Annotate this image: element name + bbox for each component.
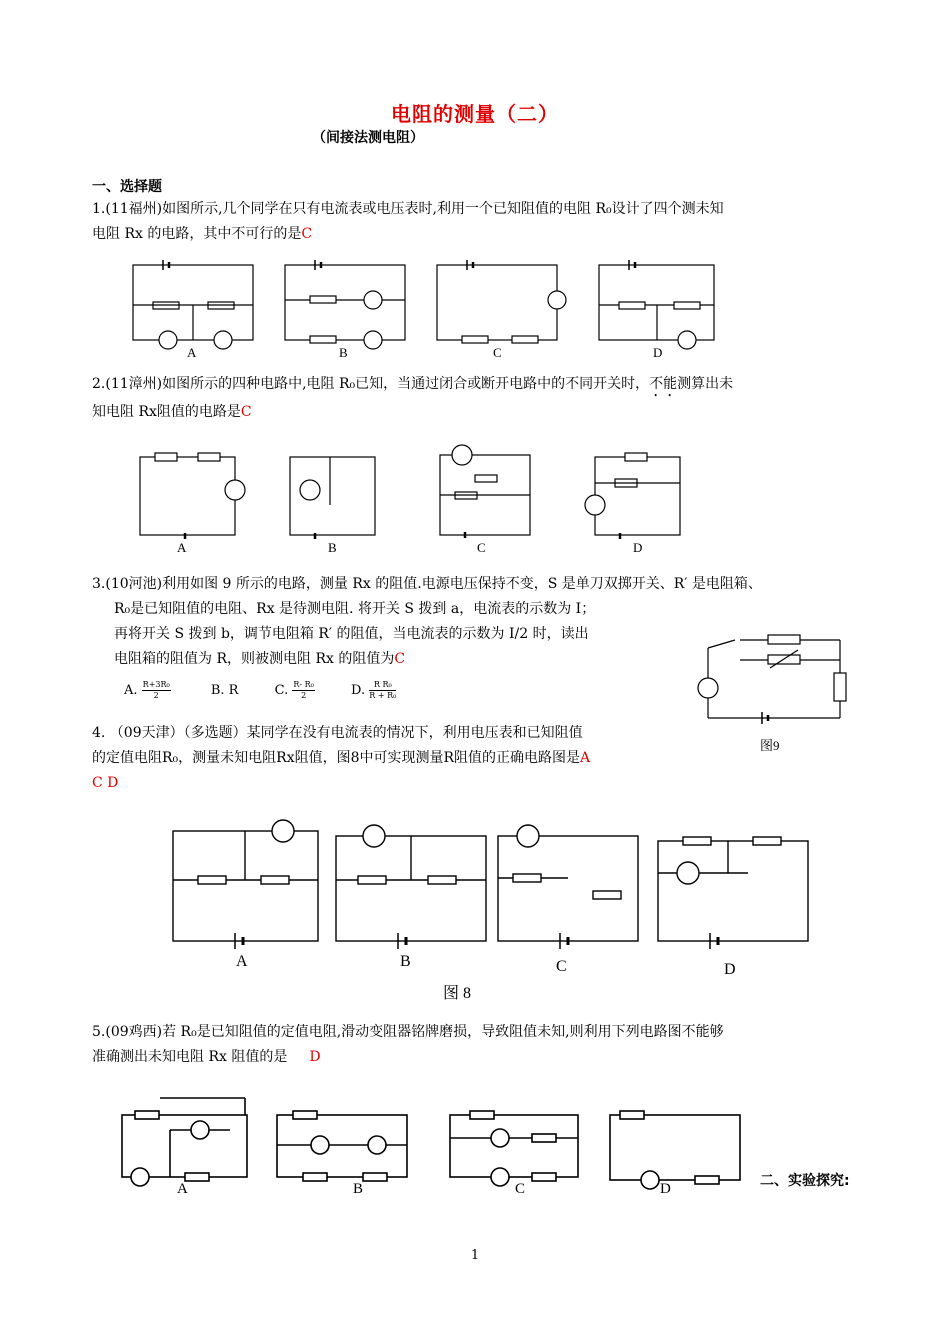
- question-5-line-2: 准确测出未知电阻 Rx 阻值的是 D: [92, 1049, 321, 1065]
- option-d: D. $\frac{\text{R R₀}}{\text{R + R₀}}$: [351, 680, 397, 700]
- question-5-figure: [115, 1085, 745, 1200]
- question-3-line-2: R₀是已知阻值的电阻、Rx 是待测电阻. 将开关 S 拨到 a，电流表的示数为 I；: [114, 601, 596, 617]
- circuit-4a: [173, 820, 318, 949]
- q2-caption-c: C: [477, 540, 486, 555]
- figure-8-caption: 图 8: [443, 985, 472, 1002]
- answer-5: D: [309, 1049, 321, 1065]
- q1-caption-a: A: [187, 345, 197, 360]
- q4-caption-b: B: [400, 953, 411, 970]
- question-1-figure: [125, 255, 725, 365]
- option-a: A. $\frac{\text{R+3R₀}}{2}$: [124, 680, 170, 700]
- q2-caption-b: B: [328, 540, 337, 555]
- answer-4b: C D: [92, 775, 119, 791]
- q2-caption-d: D: [633, 540, 643, 555]
- circuit-1c: [437, 260, 566, 343]
- answer-3: C: [394, 651, 406, 667]
- circuit-2a: [140, 453, 245, 539]
- option-b: B. R: [210, 683, 239, 698]
- answer-2: C: [240, 404, 252, 420]
- question-1: [92, 197, 882, 247]
- question-2-line-2: 知电阻 Rx阻值的电路是C: [92, 404, 252, 420]
- circuit-5c: [450, 1111, 578, 1186]
- q1-caption-d: D: [653, 345, 663, 360]
- question-4: [92, 721, 682, 796]
- question-2: [92, 372, 882, 425]
- question-5-line-1: 5.(09鸡西)若 R₀是已知阻值的定值电阻,滑动变阻器铭牌磨损，导致阻值未知,则利用下列电路图不能够: [92, 1024, 724, 1040]
- question-5: [92, 1020, 892, 1070]
- circuit-1b: [285, 260, 405, 349]
- circuit-2c: [440, 445, 530, 538]
- circuit-4d: [658, 837, 808, 949]
- circuit-2d: [585, 453, 680, 539]
- question-3-line-4: 电阻箱的阻值为 R，则被测电阻 Rx 的阻值为C: [114, 651, 406, 667]
- q2-caption-a: A: [177, 540, 187, 555]
- circuit-4b: [336, 825, 486, 949]
- page-number: 1: [470, 1248, 480, 1263]
- section-experiment-heading: 二、实验探究:: [760, 1173, 850, 1189]
- page-subtitle: （间接法测电阻）: [312, 130, 424, 146]
- answer-4a: A: [580, 750, 591, 766]
- circuit-2b: [290, 457, 375, 539]
- circuit-1a: [133, 260, 253, 349]
- circuit-5a: [122, 1098, 247, 1186]
- q4-caption-c: C: [556, 958, 567, 975]
- option-c: C. $\frac{\text{R- R₀}}{2}$: [274, 680, 314, 700]
- answer-1: C: [301, 226, 313, 242]
- q1-caption-c: C: [493, 345, 502, 360]
- question-4-line-2: 的定值电阻R₀，测量未知电阻Rx阻值，图8中可实现测量R阻值的正确电路图是A: [92, 750, 591, 766]
- q5-caption-d: D: [660, 1181, 671, 1197]
- circuit-4c: [498, 825, 638, 949]
- question-1-line-2: 电阻 Rx 的电路，其中不可行的是C: [92, 226, 313, 242]
- figure-9-caption: 图9: [760, 738, 780, 753]
- circuit-1d: [599, 260, 714, 349]
- q1-caption-b: B: [339, 345, 348, 360]
- section-choice-heading: 一、选择题: [92, 179, 162, 195]
- page-title: 电阻的测量（二）: [391, 102, 559, 126]
- figure-9: [690, 618, 855, 758]
- question-2-line-1: 2.(11漳州)如图所示的四种电路中,电阻 R₀已知，当通过闭合或断开电路中的不同开关时，不能测算出未: [92, 376, 734, 392]
- q4-caption-d: D: [724, 961, 736, 978]
- q5-caption-a: A: [177, 1181, 188, 1197]
- question-2-figure: [135, 435, 705, 560]
- question-3-line-1: 3.(10河池)利用如图 9 所示的电路，测量 Rx 的阻值.电源电压保持不变，S 是单刀双掷开关、R′ 是电阻箱、: [92, 576, 762, 592]
- figure-8: [168, 818, 818, 1008]
- circuit-5d: [610, 1111, 740, 1189]
- circuit-5b: [277, 1111, 407, 1181]
- q5-caption-b: B: [353, 1181, 364, 1197]
- question-3-line-3: 再将开关 S 拨到 b，调节电阻箱 R′ 的阻值，当电流表的示数为 I/2 时，读出: [114, 626, 589, 642]
- question-1-line-1: 1.(11福州)如图所示,几个同学在只有电流表或电压表时,利用一个已知阻值的电阻 R₀设计了四个测未知: [92, 201, 724, 217]
- q5-caption-c: C: [515, 1181, 526, 1197]
- q4-caption-a: A: [236, 953, 248, 970]
- question-4-line-1: 4. （09天津）（多选题）某同学在没有电流表的情况下，利用电压表和已知阻值: [92, 725, 583, 741]
- question-3-options: [124, 680, 396, 701]
